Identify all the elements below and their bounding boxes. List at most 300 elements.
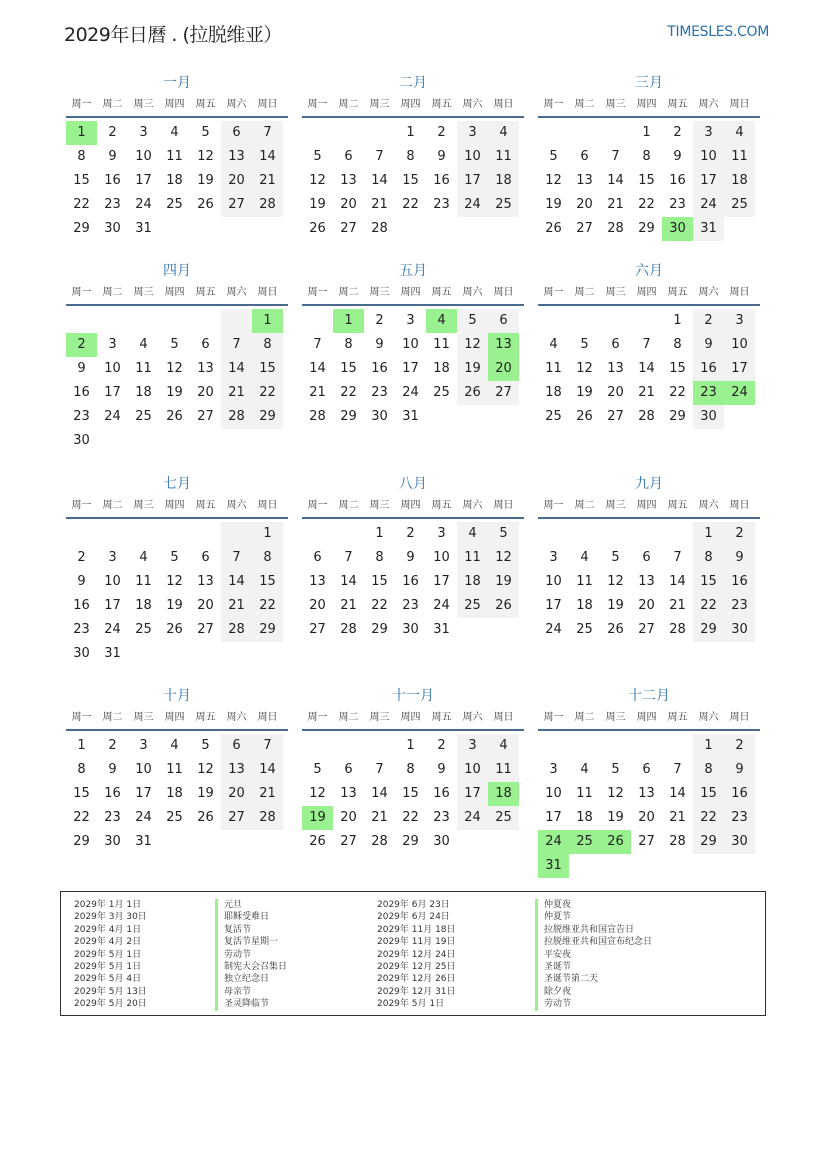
empty-cell: [631, 734, 662, 758]
day-cell: 3: [139, 738, 148, 753]
holiday-name: 圣灵降临节: [215, 998, 287, 1010]
day-cell: 2: [375, 313, 384, 328]
day-cell: 9: [375, 337, 384, 352]
weekday-label: 周三: [133, 712, 154, 723]
weekday-label: 周日: [257, 99, 278, 110]
day-cell: 6: [313, 550, 322, 565]
day-cell: 3: [693, 121, 724, 145]
weekday-label: 周二: [102, 99, 123, 110]
day-cell: 10: [457, 758, 488, 782]
day-cell: 21: [309, 385, 326, 400]
day-cell: 2: [673, 125, 682, 140]
day-cell: 3: [457, 121, 488, 145]
day-cell: 2: [724, 522, 755, 546]
weekday-header: [538, 282, 760, 306]
day-cell: 27: [197, 622, 214, 637]
holiday-day-cell: 18: [488, 782, 519, 806]
month-name: 六月: [635, 263, 663, 279]
day-cell: 29: [73, 221, 90, 236]
day-cell: 24: [402, 385, 419, 400]
day-cell: 23: [104, 197, 121, 212]
day-cell: 23: [724, 594, 755, 618]
day-cell: 1: [252, 522, 283, 546]
day-cell: 8: [77, 149, 86, 164]
day-cell: 30: [104, 221, 121, 236]
day-cell: 26: [166, 409, 183, 424]
day-cell: 23: [433, 810, 450, 825]
day-cell: 20: [221, 169, 252, 193]
day-cell: 16: [724, 570, 755, 594]
empty-cell: [190, 309, 221, 333]
day-cell: 2: [437, 738, 446, 753]
day-cell: 7: [642, 337, 651, 352]
day-cell: 22: [340, 385, 357, 400]
weekday-label: 周三: [605, 500, 626, 511]
empty-cell: [302, 309, 333, 333]
day-cell: 13: [638, 574, 655, 589]
day-cell: 26: [309, 221, 326, 236]
day-grid: [302, 309, 524, 429]
day-cell: 4: [139, 337, 148, 352]
month-name: 七月: [163, 476, 191, 492]
day-cell: 17: [545, 810, 562, 825]
day-grid: [66, 734, 288, 854]
day-cell: 17: [433, 574, 450, 589]
day-cell: 11: [166, 149, 183, 164]
empty-cell: [538, 309, 569, 333]
weekday-label: 周五: [195, 712, 216, 723]
day-cell: 31: [135, 221, 152, 236]
day-cell: 13: [638, 786, 655, 801]
empty-cell: [333, 121, 364, 145]
day-cell: 10: [135, 149, 152, 164]
day-cell: 25: [433, 385, 450, 400]
day-cell: 30: [693, 405, 724, 429]
day-cell: 20: [638, 598, 655, 613]
day-cell: 6: [488, 309, 519, 333]
day-cell: 15: [340, 361, 357, 376]
weekday-header: [538, 495, 760, 519]
day-cell: 27: [340, 221, 357, 236]
day-cell: 27: [197, 409, 214, 424]
holiday-day-cell: 30: [662, 217, 693, 241]
month-block: [538, 473, 760, 642]
month-name: 四月: [163, 263, 191, 279]
day-cell: 7: [344, 550, 353, 565]
day-cell: 13: [340, 173, 357, 188]
weekday-label: 周三: [133, 99, 154, 110]
holiday-date: 2029年 4月 1日: [74, 924, 142, 935]
month-name: 九月: [635, 476, 663, 492]
day-cell: 7: [375, 149, 384, 164]
weekday-label: 周三: [369, 99, 390, 110]
day-cell: 3: [437, 526, 446, 541]
weekday-label: 周一: [71, 500, 92, 511]
empty-cell: [66, 309, 97, 333]
day-cell: 15: [638, 173, 655, 188]
day-cell: 4: [580, 550, 589, 565]
holiday-name: 耶稣受难日: [215, 911, 287, 923]
day-cell: 17: [724, 357, 755, 381]
day-cell: 20: [576, 197, 593, 212]
day-cell: 16: [104, 173, 121, 188]
day-grid: [538, 522, 760, 642]
day-cell: 3: [724, 309, 755, 333]
month-block: [302, 473, 524, 642]
day-cell: 9: [437, 762, 446, 777]
weekday-label: 周三: [133, 287, 154, 298]
day-cell: 2: [724, 734, 755, 758]
day-cell: 5: [580, 337, 589, 352]
empty-cell: [128, 309, 159, 333]
day-cell: 30: [371, 409, 388, 424]
day-cell: 22: [638, 197, 655, 212]
day-cell: 29: [669, 409, 686, 424]
day-cell: 29: [693, 618, 724, 642]
day-cell: 1: [642, 125, 651, 140]
day-cell: 25: [457, 594, 488, 618]
holiday-day-cell: 20: [488, 357, 519, 381]
day-cell: 9: [406, 550, 415, 565]
day-cell: 16: [433, 173, 450, 188]
weekday-label: 周四: [636, 500, 657, 511]
holiday-name: 除夕夜: [535, 986, 652, 998]
empty-cell: [569, 734, 600, 758]
empty-cell: [221, 309, 252, 333]
day-cell: 28: [340, 622, 357, 637]
day-cell: 26: [607, 622, 624, 637]
weekday-label: 周二: [102, 287, 123, 298]
day-cell: 9: [673, 149, 682, 164]
day-cell: 18: [135, 598, 152, 613]
empty-cell: [302, 522, 333, 546]
weekday-label: 周五: [195, 500, 216, 511]
day-cell: 16: [402, 574, 419, 589]
day-cell: 9: [77, 361, 86, 376]
day-cell: 1: [375, 526, 384, 541]
day-cell: 2: [108, 125, 117, 140]
day-cell: 22: [669, 385, 686, 400]
day-cell: 13: [576, 173, 593, 188]
weekday-label: 周三: [133, 500, 154, 511]
day-cell: 1: [693, 734, 724, 758]
weekday-header: [66, 495, 288, 519]
day-cell: 18: [166, 173, 183, 188]
day-cell: 5: [170, 337, 179, 352]
day-cell: 29: [73, 834, 90, 849]
day-cell: 27: [221, 193, 252, 217]
day-cell: 16: [693, 357, 724, 381]
empty-cell: [538, 522, 569, 546]
day-cell: 7: [375, 762, 384, 777]
day-cell: 8: [77, 762, 86, 777]
day-cell: 27: [576, 221, 593, 236]
day-cell: 3: [457, 734, 488, 758]
empty-cell: [333, 734, 364, 758]
weekday-label: 周四: [400, 287, 421, 298]
month-block: [66, 685, 288, 854]
day-cell: 6: [201, 337, 210, 352]
day-cell: 27: [638, 622, 655, 637]
empty-cell: [538, 734, 569, 758]
weekday-label: 周一: [543, 287, 564, 298]
day-cell: 18: [724, 169, 755, 193]
day-grid: [538, 734, 760, 878]
day-cell: 15: [73, 786, 90, 801]
holiday-name: 圣诞节第二天: [535, 973, 652, 985]
weekday-label: 周二: [102, 712, 123, 723]
day-cell: 18: [576, 810, 593, 825]
day-cell: 28: [252, 193, 283, 217]
day-grid: [66, 121, 288, 241]
day-cell: 11: [488, 145, 519, 169]
day-cell: 13: [221, 145, 252, 169]
holiday-date: 2029年 5月 4日: [74, 974, 142, 985]
day-cell: 14: [252, 145, 283, 169]
day-cell: 20: [197, 598, 214, 613]
day-cell: 19: [607, 810, 624, 825]
day-cell: 24: [433, 598, 450, 613]
day-cell: 16: [104, 786, 121, 801]
weekday-label: 周四: [164, 712, 185, 723]
day-cell: 7: [252, 734, 283, 758]
day-cell: 19: [197, 786, 214, 801]
weekday-label: 周四: [400, 500, 421, 511]
holiday-name: 仲夏节: [535, 911, 652, 923]
day-cell: 7: [221, 546, 252, 570]
day-cell: 11: [457, 546, 488, 570]
day-cell: 20: [197, 385, 214, 400]
empty-cell: [600, 522, 631, 546]
weekday-label: 周三: [605, 712, 626, 723]
day-cell: 22: [371, 598, 388, 613]
holiday-date: 2029年 5月 20日: [74, 999, 147, 1010]
day-cell: 15: [669, 361, 686, 376]
day-cell: 12: [166, 361, 183, 376]
day-cell: 27: [221, 806, 252, 830]
day-cell: 10: [104, 574, 121, 589]
weekday-label: 周六: [698, 500, 719, 511]
weekday-label: 周三: [369, 287, 390, 298]
day-cell: 14: [340, 574, 357, 589]
day-cell: 24: [457, 193, 488, 217]
day-cell: 8: [693, 758, 724, 782]
day-cell: 29: [638, 221, 655, 236]
day-cell: 6: [201, 550, 210, 565]
day-cell: 11: [488, 758, 519, 782]
day-cell: 13: [197, 574, 214, 589]
weekday-label: 周二: [574, 712, 595, 723]
day-cell: 22: [402, 810, 419, 825]
weekday-header: [302, 495, 524, 519]
day-cell: 3: [406, 313, 415, 328]
weekday-label: 周四: [164, 287, 185, 298]
day-cell: 6: [221, 121, 252, 145]
weekday-label: 周日: [257, 712, 278, 723]
day-cell: 14: [309, 361, 326, 376]
day-cell: 29: [693, 830, 724, 854]
day-cell: 19: [166, 385, 183, 400]
day-cell: 21: [607, 197, 624, 212]
holiday-name: 拉脱维亚共和国宣布纪念日: [535, 936, 652, 948]
holiday-day-cell: 24: [724, 381, 755, 405]
day-cell: 18: [433, 361, 450, 376]
holiday-date: 2029年 6月 23日: [377, 900, 450, 910]
empty-cell: [569, 121, 600, 145]
weekday-label: 周四: [636, 287, 657, 298]
day-cell: 29: [252, 618, 283, 642]
day-cell: 23: [402, 598, 419, 613]
weekday-label: 周日: [257, 287, 278, 298]
holiday-day-cell: 24: [538, 830, 569, 854]
day-cell: 12: [309, 786, 326, 801]
holiday-name: 仲夏夜: [535, 899, 652, 911]
day-cell: 22: [693, 806, 724, 830]
holiday-name: 劳动节: [535, 998, 652, 1010]
day-cell: 3: [108, 550, 117, 565]
day-cell: 17: [135, 786, 152, 801]
weekday-label: 周一: [543, 712, 564, 723]
day-cell: 25: [166, 197, 183, 212]
day-cell: 17: [135, 173, 152, 188]
day-cell: 6: [221, 734, 252, 758]
day-cell: 23: [724, 806, 755, 830]
day-cell: 1: [406, 125, 415, 140]
month-block: [302, 685, 524, 854]
weekday-label: 周五: [431, 287, 452, 298]
month-block: [66, 473, 288, 666]
day-cell: 14: [221, 570, 252, 594]
day-cell: 18: [488, 169, 519, 193]
month-block: [538, 260, 760, 429]
day-cell: 24: [545, 622, 562, 637]
empty-cell: [662, 734, 693, 758]
day-cell: 22: [693, 594, 724, 618]
day-cell: 12: [197, 149, 214, 164]
day-cell: 19: [197, 173, 214, 188]
weekday-label: 周五: [667, 712, 688, 723]
holiday-name: 元旦: [215, 899, 287, 911]
day-grid: [66, 522, 288, 666]
day-cell: 8: [252, 333, 283, 357]
day-cell: 21: [340, 598, 357, 613]
day-cell: 1: [693, 522, 724, 546]
day-cell: 27: [309, 622, 326, 637]
weekday-label: 周一: [543, 500, 564, 511]
day-cell: 12: [545, 173, 562, 188]
day-cell: 4: [724, 121, 755, 145]
day-cell: 20: [309, 598, 326, 613]
holiday-date: 2029年 6月 24日: [377, 912, 450, 923]
day-cell: 11: [576, 786, 593, 801]
day-cell: 24: [457, 806, 488, 830]
weekday-label: 周四: [400, 712, 421, 723]
holiday-date: 2029年 5月 1日: [74, 949, 142, 960]
month-name: 十二月: [628, 688, 670, 704]
day-cell: 26: [309, 834, 326, 849]
day-cell: 11: [166, 762, 183, 777]
weekday-label: 周六: [462, 712, 483, 723]
day-grid: [302, 734, 524, 854]
day-cell: 8: [406, 762, 415, 777]
weekday-label: 周六: [698, 712, 719, 723]
day-cell: 9: [108, 149, 117, 164]
day-cell: 17: [457, 782, 488, 806]
day-cell: 28: [309, 409, 326, 424]
holiday-date: 2029年 5月 13日: [74, 986, 147, 997]
month-name: 二月: [399, 75, 427, 91]
day-cell: 29: [252, 405, 283, 429]
month-name: 八月: [399, 476, 427, 492]
day-cell: 19: [166, 598, 183, 613]
brand-link[interactable]: TIMESLES.COM: [667, 24, 769, 40]
day-cell: 12: [197, 762, 214, 777]
day-cell: 27: [488, 381, 519, 405]
holiday-name: 复活节星期一: [215, 936, 287, 948]
holiday-day-cell: 1: [66, 121, 97, 145]
weekday-label: 周六: [462, 287, 483, 298]
day-cell: 30: [433, 834, 450, 849]
day-cell: 15: [252, 570, 283, 594]
day-cell: 7: [673, 550, 682, 565]
day-cell: 31: [433, 622, 450, 637]
day-cell: 11: [433, 337, 450, 352]
day-cell: 25: [135, 409, 152, 424]
day-cell: 10: [402, 337, 419, 352]
day-cell: 25: [545, 409, 562, 424]
day-cell: 18: [135, 385, 152, 400]
day-cell: 16: [73, 598, 90, 613]
weekday-label: 周五: [195, 99, 216, 110]
weekday-label: 周日: [729, 287, 750, 298]
weekday-label: 周一: [307, 99, 328, 110]
day-cell: 23: [73, 622, 90, 637]
day-cell: 4: [139, 550, 148, 565]
day-cell: 8: [344, 337, 353, 352]
day-cell: 23: [104, 810, 121, 825]
empty-cell: [66, 522, 97, 546]
empty-cell: [128, 522, 159, 546]
day-cell: 5: [313, 149, 322, 164]
day-cell: 5: [488, 522, 519, 546]
weekday-header: [538, 707, 760, 731]
day-cell: 21: [669, 598, 686, 613]
day-cell: 2: [77, 550, 86, 565]
day-cell: 21: [221, 381, 252, 405]
holiday-day-cell: 2: [66, 333, 97, 357]
weekday-label: 周二: [574, 99, 595, 110]
weekday-label: 周五: [667, 99, 688, 110]
weekday-label: 周日: [729, 712, 750, 723]
weekday-label: 周一: [543, 99, 564, 110]
empty-cell: [600, 309, 631, 333]
day-cell: 5: [611, 550, 620, 565]
empty-cell: [159, 522, 190, 546]
day-cell: 6: [611, 337, 620, 352]
weekday-header: [302, 707, 524, 731]
day-cell: 7: [673, 762, 682, 777]
day-cell: 26: [545, 221, 562, 236]
day-cell: 17: [104, 385, 121, 400]
day-cell: 8: [642, 149, 651, 164]
empty-cell: [600, 121, 631, 145]
day-cell: 18: [545, 385, 562, 400]
day-cell: 12: [166, 574, 183, 589]
weekday-label: 周一: [307, 712, 328, 723]
empty-cell: [631, 522, 662, 546]
day-cell: 23: [73, 409, 90, 424]
day-cell: 27: [340, 834, 357, 849]
